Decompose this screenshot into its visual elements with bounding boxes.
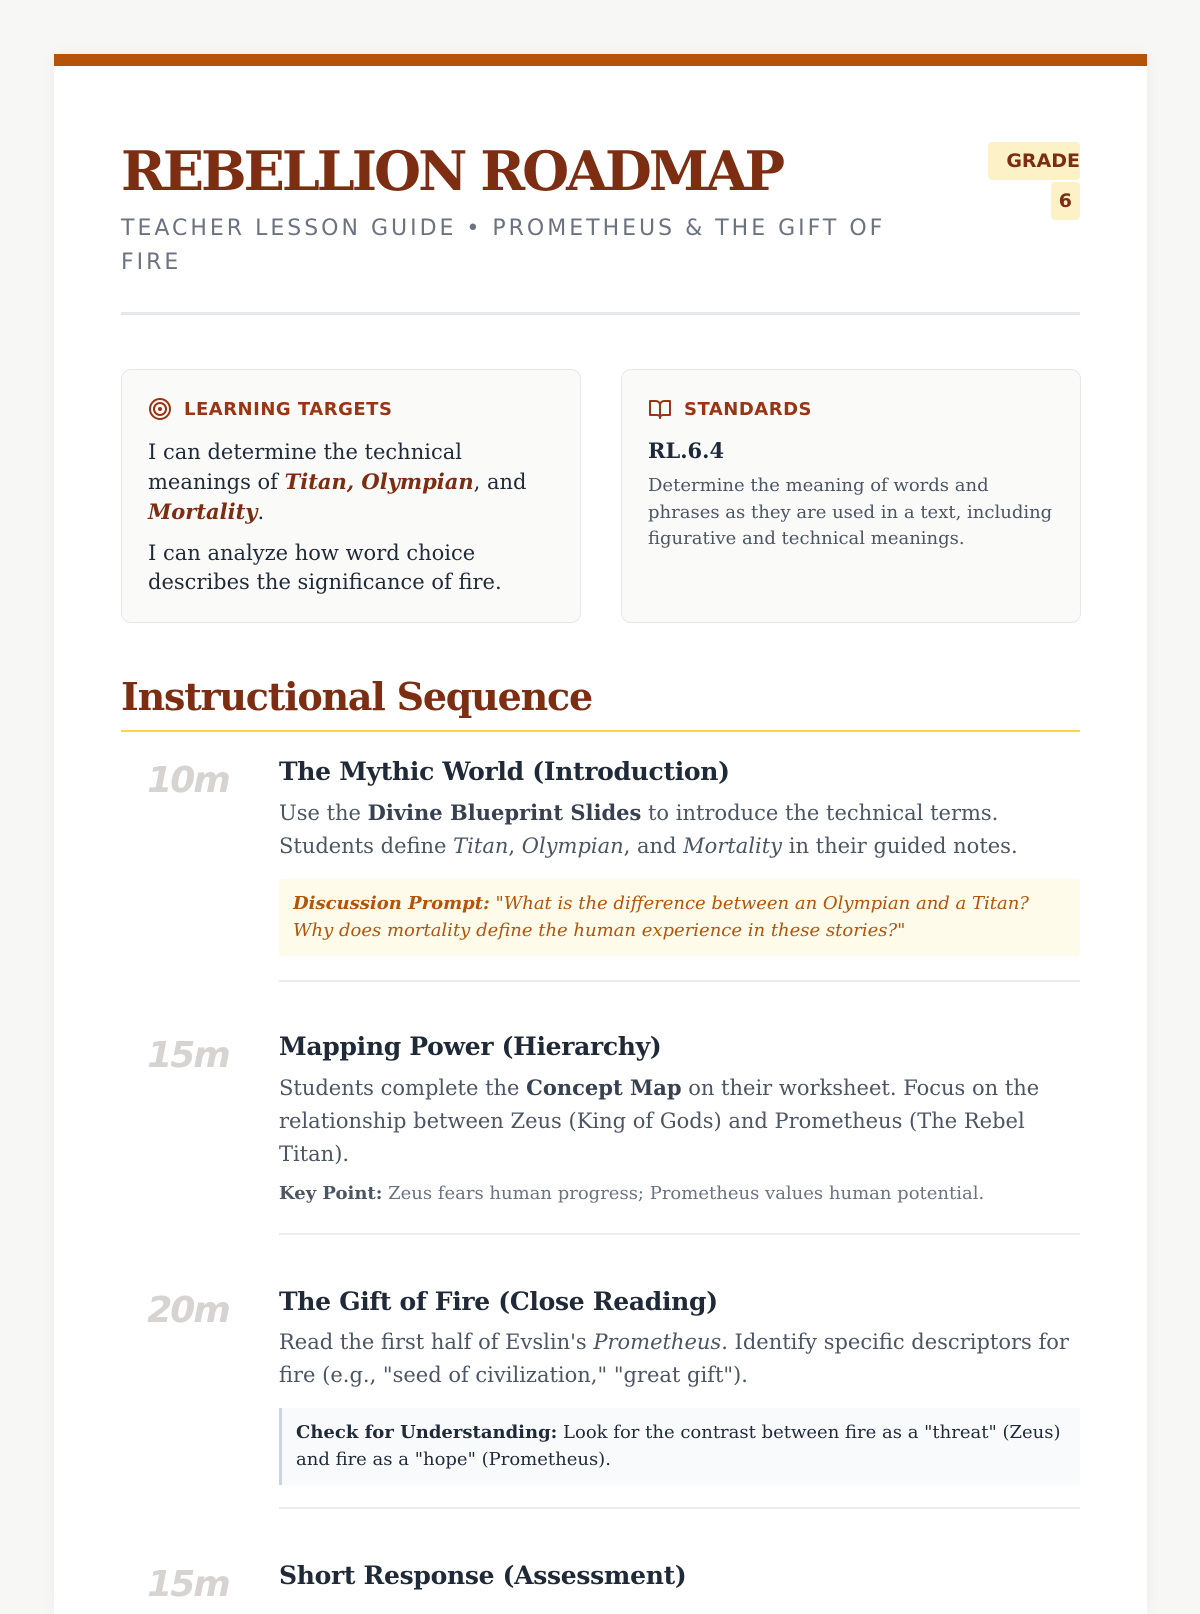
- key-point: Key Point: Zeus fears human progress; Prometheus values human potential.: [279, 1183, 985, 1204]
- step-duration: 20m: [147, 1290, 229, 1331]
- step-title: The Gift of Fire (Close Reading): [279, 1287, 718, 1316]
- open-book-icon: [648, 397, 672, 421]
- learning-target-2: I can analyze how word choice describes the significance of fire.: [148, 541, 502, 594]
- step-divider: [279, 980, 1080, 982]
- header: [121, 140, 1080, 280]
- learning-targets-heading: [148, 396, 554, 422]
- standard-description: Determine the meaning of words and phrases as they are used in a text, including figurative and technical meanings.: [648, 475, 1053, 549]
- check-for-understanding: Check for Understanding: Look for the contrast between fire as a "threat" (Zeus) and fire as a "hope" (Prometheus).: [279, 1408, 1080, 1485]
- step-divider: [279, 1233, 1080, 1235]
- grade-number: 6: [1051, 182, 1080, 220]
- standards-card: [621, 369, 1081, 623]
- step-duration: 15m: [147, 1035, 229, 1076]
- standards-heading: [648, 396, 1054, 422]
- learning-targets-card: [121, 369, 581, 623]
- step-duration: 10m: [147, 760, 229, 801]
- standards-label: STANDARDS: [684, 398, 812, 420]
- step-description: Use the Divine Blueprint Slides to introduce the technical terms. Students define Titan, Olympian, and Mortality in their guided notes.: [279, 800, 1018, 858]
- step-description: Read the first half of Evslin's Prometheus. Identify specific descriptors for fire (e.g., "seed of civilization," "great gift").: [279, 1330, 1069, 1387]
- learning-target-1: I can determine the technical meanings of Titan, Olympian, and Mortality.: [148, 440, 527, 524]
- step-title: The Mythic World (Introduction): [279, 757, 730, 786]
- lesson-guide-page: [54, 54, 1147, 1614]
- standard-code: RL.6.4: [648, 438, 725, 463]
- sequence-heading: Instructional Sequence: [121, 672, 1080, 732]
- learning-targets-label: LEARNING TARGETS: [184, 398, 393, 420]
- discussion-prompt: Discussion Prompt: "What is the difference between an Olympian and a Titan? Why does mortality define the human experience in these stories?": [279, 879, 1080, 956]
- step-title: Short Response (Assessment): [279, 1561, 687, 1590]
- step-divider: [279, 1507, 1080, 1509]
- step-description: Students complete the Concept Map on their worksheet. Focus on the relationship between Zeus (King of Gods) and Prometheus (The Rebel Titan).: [279, 1075, 1040, 1166]
- step-duration: 15m: [147, 1564, 229, 1605]
- page-title: REBELLION ROADMAP: [121, 139, 783, 203]
- target-icon: [148, 397, 172, 421]
- header-divider: [121, 312, 1080, 315]
- grade-badge: [988, 142, 1080, 220]
- page-subtitle: TEACHER LESSON GUIDE • PROMETHEUS & THE GIFT OF FIRE: [121, 216, 886, 275]
- grade-label: GRADE: [988, 142, 1080, 180]
- step-title: Mapping Power (Hierarchy): [279, 1032, 662, 1061]
